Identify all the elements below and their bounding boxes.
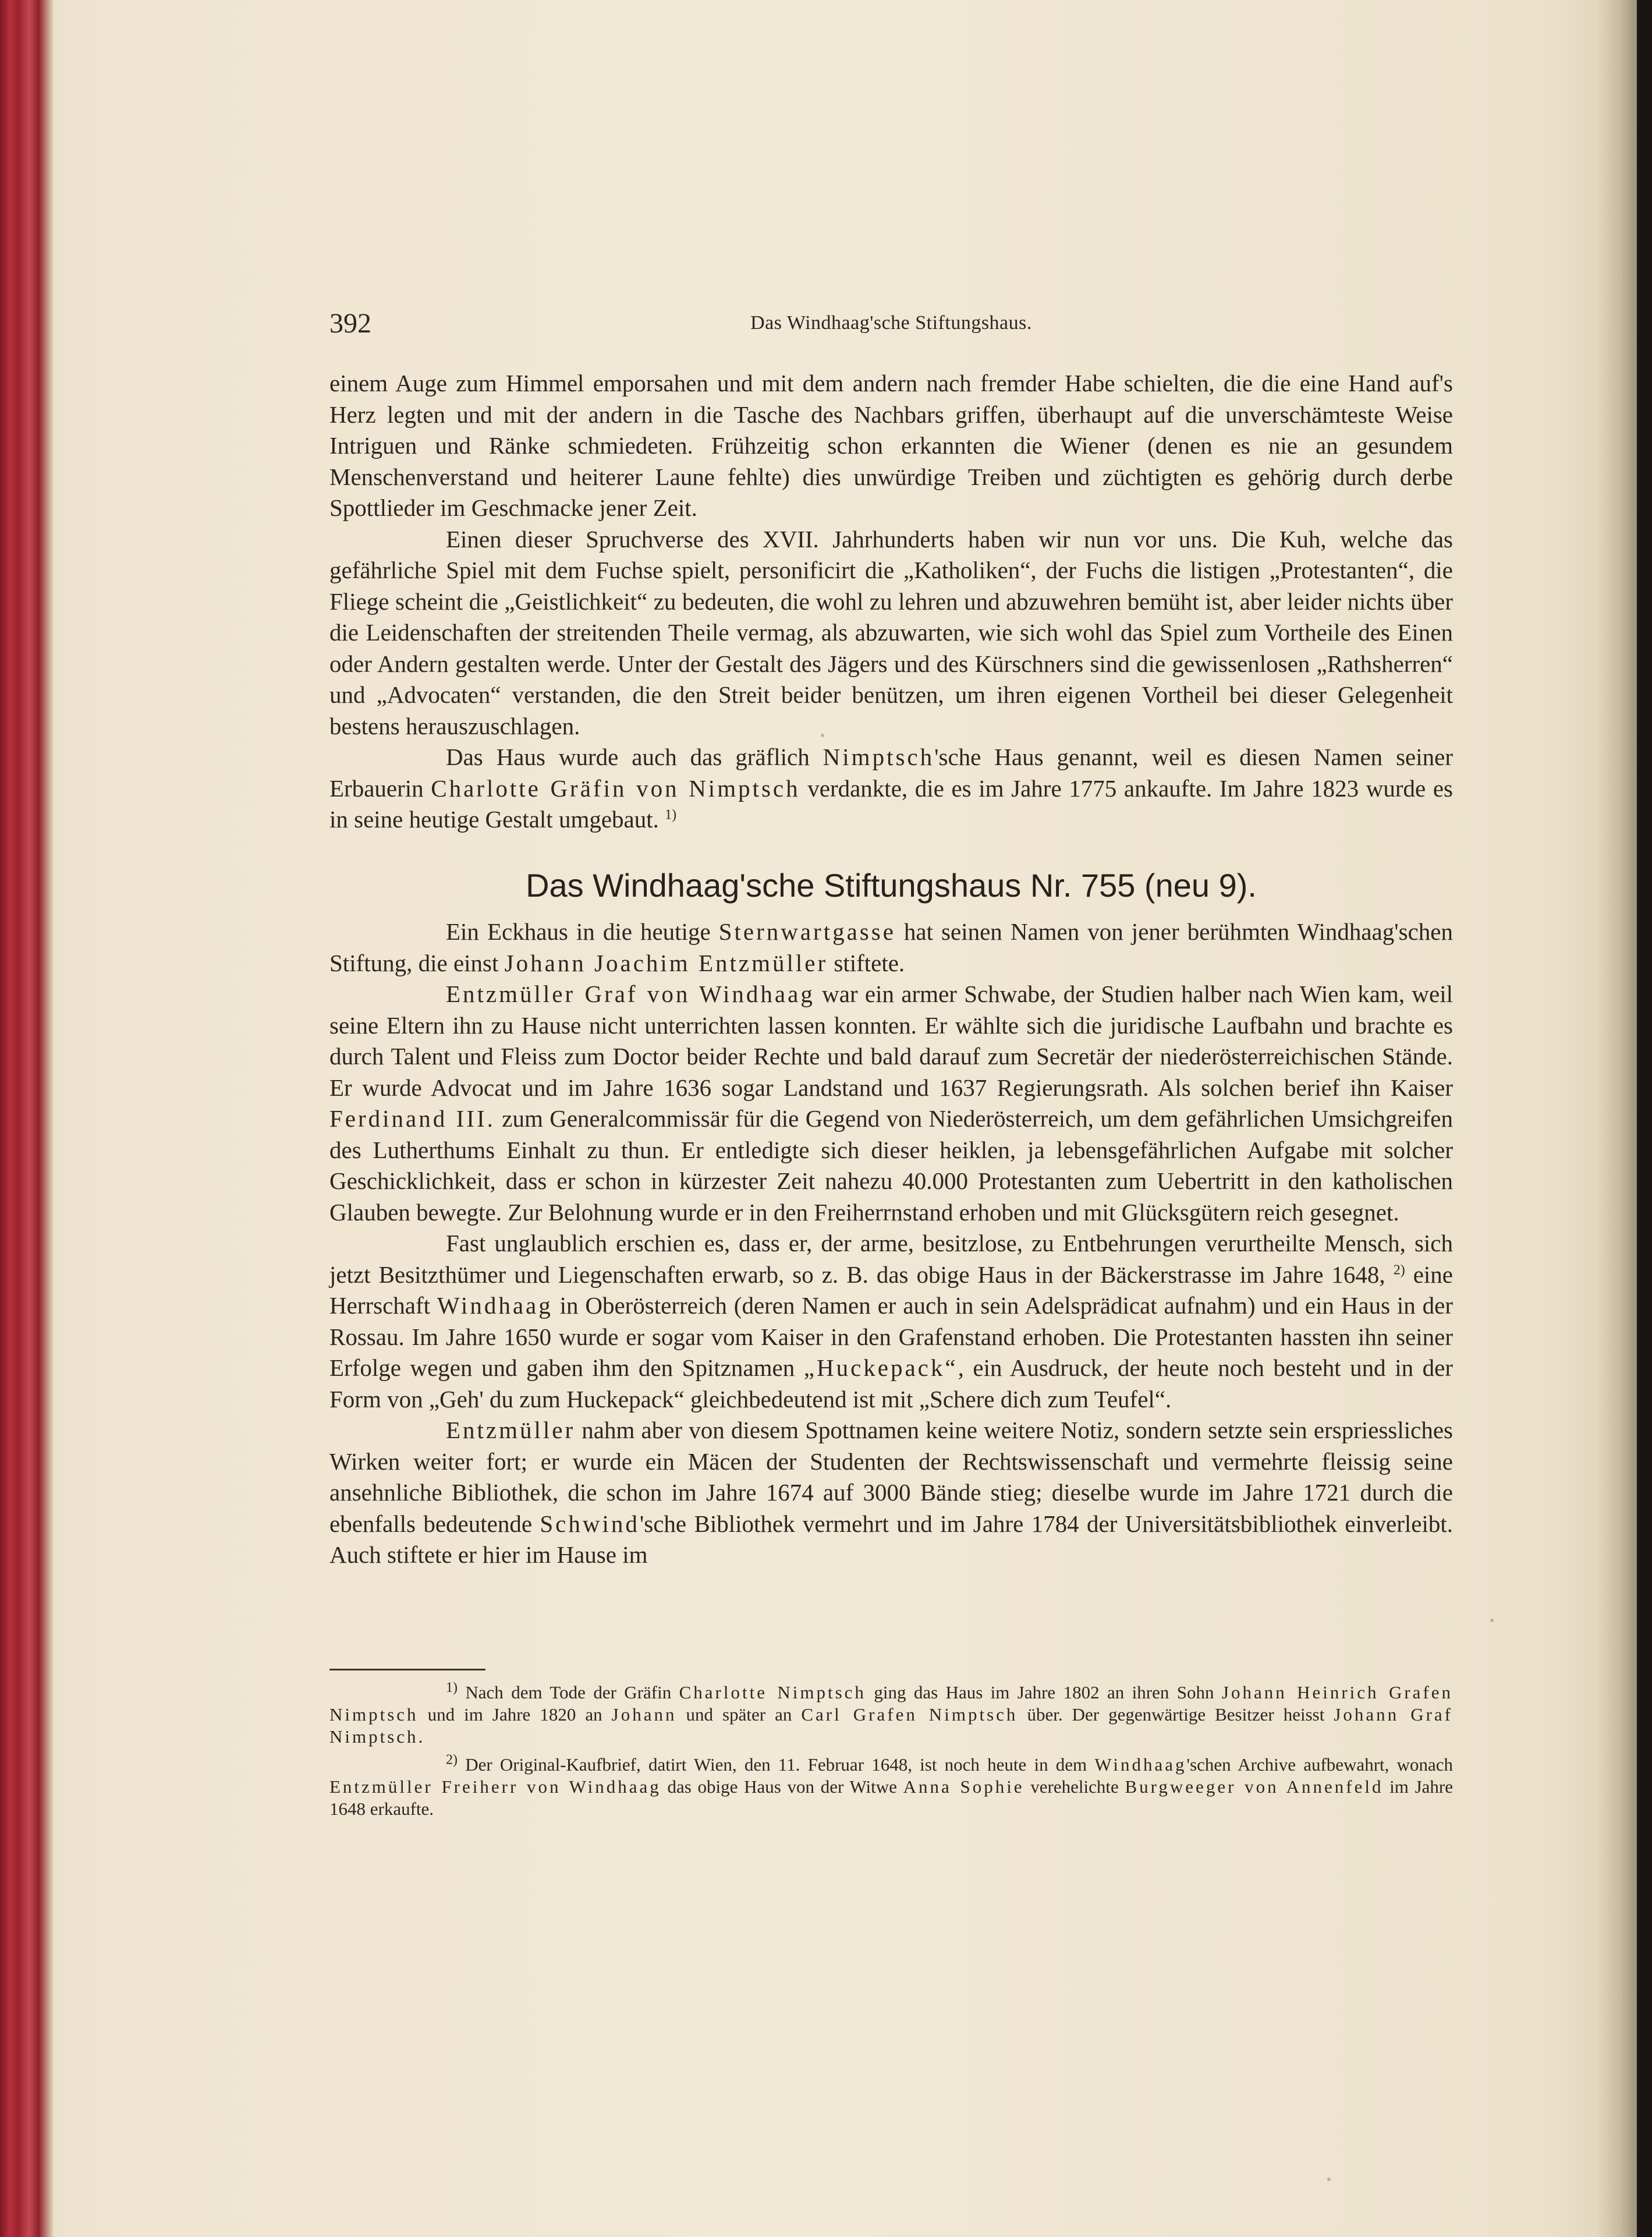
footnotes	[329, 1682, 1453, 1826]
paragraph: Einen dieser Spruchverse des XVII. Jahrhunderts haben wir nun vor uns. Die Kuh, welche das gefährliche Spiel mit dem Fuchse spielt, personificirt die „Katholiken“, der Fuchs die listigen „Protestanten“, die Fliege scheint die „Geistlichkeit“ zu bedeuten, die wohl zu lehren und abzuwehren bemüht ist, aber leider nichts über die Leidenschaften der streitenden Theile vermag, als abzuwarten, wie sich wohl das Spiel zum Vortheile des Einen oder Andern gestalten werde. Unter der Gestalt des Jägers und des Kürschners sind die gewissenlosen „Rathsherren“ und „Advocaten“ verstanden, die den Streit beider benützen, um ihren eigenen Vortheil bei dieser Gelegenheit bestens herauszuschlagen.	[329, 525, 1453, 739]
paragraph: Ein Eckhaus in die heutige Sternwartgasse hat seinen Namen von jener berühmten Windhaag'schen Stiftung, die einst Johann Joachim Entzmüller stiftete.	[329, 918, 1453, 976]
body-text-top	[329, 368, 1453, 836]
footnote-rule	[329, 1669, 485, 1670]
paper-speck	[1490, 1619, 1494, 1622]
paragraph: einem Auge zum Himmel emporsahen und mit dem andern nach fremder Habe schielten, die die eine Hand auf's Herz legten und mit der andern in die Tasche des Nachbars griffen, überhaupt auf die unverschämteste Weise Intriguen und Ränke schmiedeten. Frühzeitig schon erkannten die Wiener (denen es nie an gesundem Menschenverstand und heiterer Laune fehlte) dies unwürdige Treiben und züchtigten es gehörig durch derbe Spottlieder im Geschmacke jener Zeit.	[329, 370, 1453, 521]
footnote-ref: 2)	[1393, 1262, 1405, 1277]
running-title: Das Windhaag'sche Stiftungshaus.	[750, 312, 1032, 334]
red-page-edge	[0, 0, 54, 2237]
page-number: 392	[329, 308, 371, 339]
paper-speck	[821, 734, 824, 737]
footnote-ref: 1)	[665, 807, 677, 823]
paragraph: Das Haus wurde auch das gräflich Nimptsch'sche Haus genannt, weil es diesen Namen seiner Erbauerin Charlotte Gräfin von Nimptsch verdankte, die es im Jahre 1775 ankaufte. Im Jahre 1823 wurde es in seine heutige Gestalt umgebaut. $^{1)}$	[329, 744, 1454, 833]
section-heading: Das Windhaag'sche Stiftungshaus Nr. 755 (neu 9).	[526, 867, 1257, 904]
paragraph: Entzmüller Graf von Windhaag war ein armer Schwabe, der Studien halber nach Wien kam, weil seine Eltern ihn zu Hause nicht unterrichten lassen konnten. Er wählte sich die juridische Laufbahn und brachte es durch Talent und Fleiss zum Doctor beider Rechte und bald darauf zum Secretär der niederösterreichischen Stände. Er wurde Advocat und im Jahre 1636 sogar Landstand und 1637 Regierungsrath. Als solchen berief ihn Kaiser Ferdinand III. zum Generalcommissär für die Gegend von Niederösterreich, um dem gefährlichen Umsichgreifen des Lutherthums Einhalt zu thun. Er entledigte sich dieser heiklen, ja lebensgefährlichen Aufgabe mit solcher Geschicklichkeit, dass er schon in kürzester Zeit nahezu 40.000 Protestanten zum Uebertritt in den katholischen Glauben bewegte. Zur Belohnung wurde er in den Freiherrnstand erhoben und mit Glücksgütern reich gesegnet.	[329, 981, 1454, 1226]
page-header	[329, 307, 1453, 342]
body-text-section	[329, 916, 1453, 1571]
footnote: $^{1)}$ Nach dem Tode der Gräfin Charlotte Nimptsch ging das Haus im Jahre 1802 an ihren Sohn Johann Heinrich Grafen Nimptsch und im Jahre 1820 an Johann und später an Carl Grafen Nimptsch über. Der gegenwärtige Besitzer heisst Johann Graf Nimptsch.	[329, 1680, 1454, 1747]
paragraph: Entzmüller nahm aber von diesem Spottnamen keine weitere Notiz, sondern setzte sein erspriessliches Wirken weiter fort; er wurde ein Mäcen der Studenten der Rechtswissenschaft und vermehrte fleissig seine ansehnliche Bibliothek, die schon im Jahre 1674 auf 3000 Bände stieg; dieselbe wurde im Jahre 1721 durch die ebenfalls bedeutende Schwind'sche Bibliothek vermehrt und im Jahre 1784 der Universitätsbibliothek einverleibt. Auch stiftete er hier im Hause im	[329, 1417, 1453, 1568]
paragraph: Fast unglaublich erschien es, dass er, der arme, besitzlose, zu Entbehrungen verurtheilte Mensch, sich jetzt Besitzthümer und Liegenschaften erwarb, so z. B. das obige Haus in der Bäckerstrasse im Jahre 1648, $^{2)}$ eine Herrschaft Windhaag in Oberösterreich (deren Namen er auch in sein Adelsprädicat aufnahm) und ein Haus in der Rossau. Im Jahre 1650 wurde er sogar vom Kaiser in den Grafenstand erhoben. Die Protestanten hassten ihn seiner Erfolge wegen und gaben ihm den Spitznamen „Huckepack“, ein Ausdruck, der heute noch besteht und in der Form von „Geh' du zum Huckepack“ gleichbedeutend ist mit „Schere dich zum Teufel“.	[329, 1230, 1453, 1413]
paper-speck	[1327, 2178, 1331, 2181]
binding-shadow	[1596, 0, 1637, 2237]
footnote: $^{2)}$ Der Original-Kaufbrief, datirt Wien, den 11. Februar 1648, ist noch heute in dem Windhaag'schen Archive aufbewahrt, wonach Entzmüller Freiherr von Windhaag das obige Haus von der Witwe Anna Sophie verehelichte Burgweeger von Annenfeld im Jahre 1648 erkaufte.	[329, 1752, 1454, 1819]
